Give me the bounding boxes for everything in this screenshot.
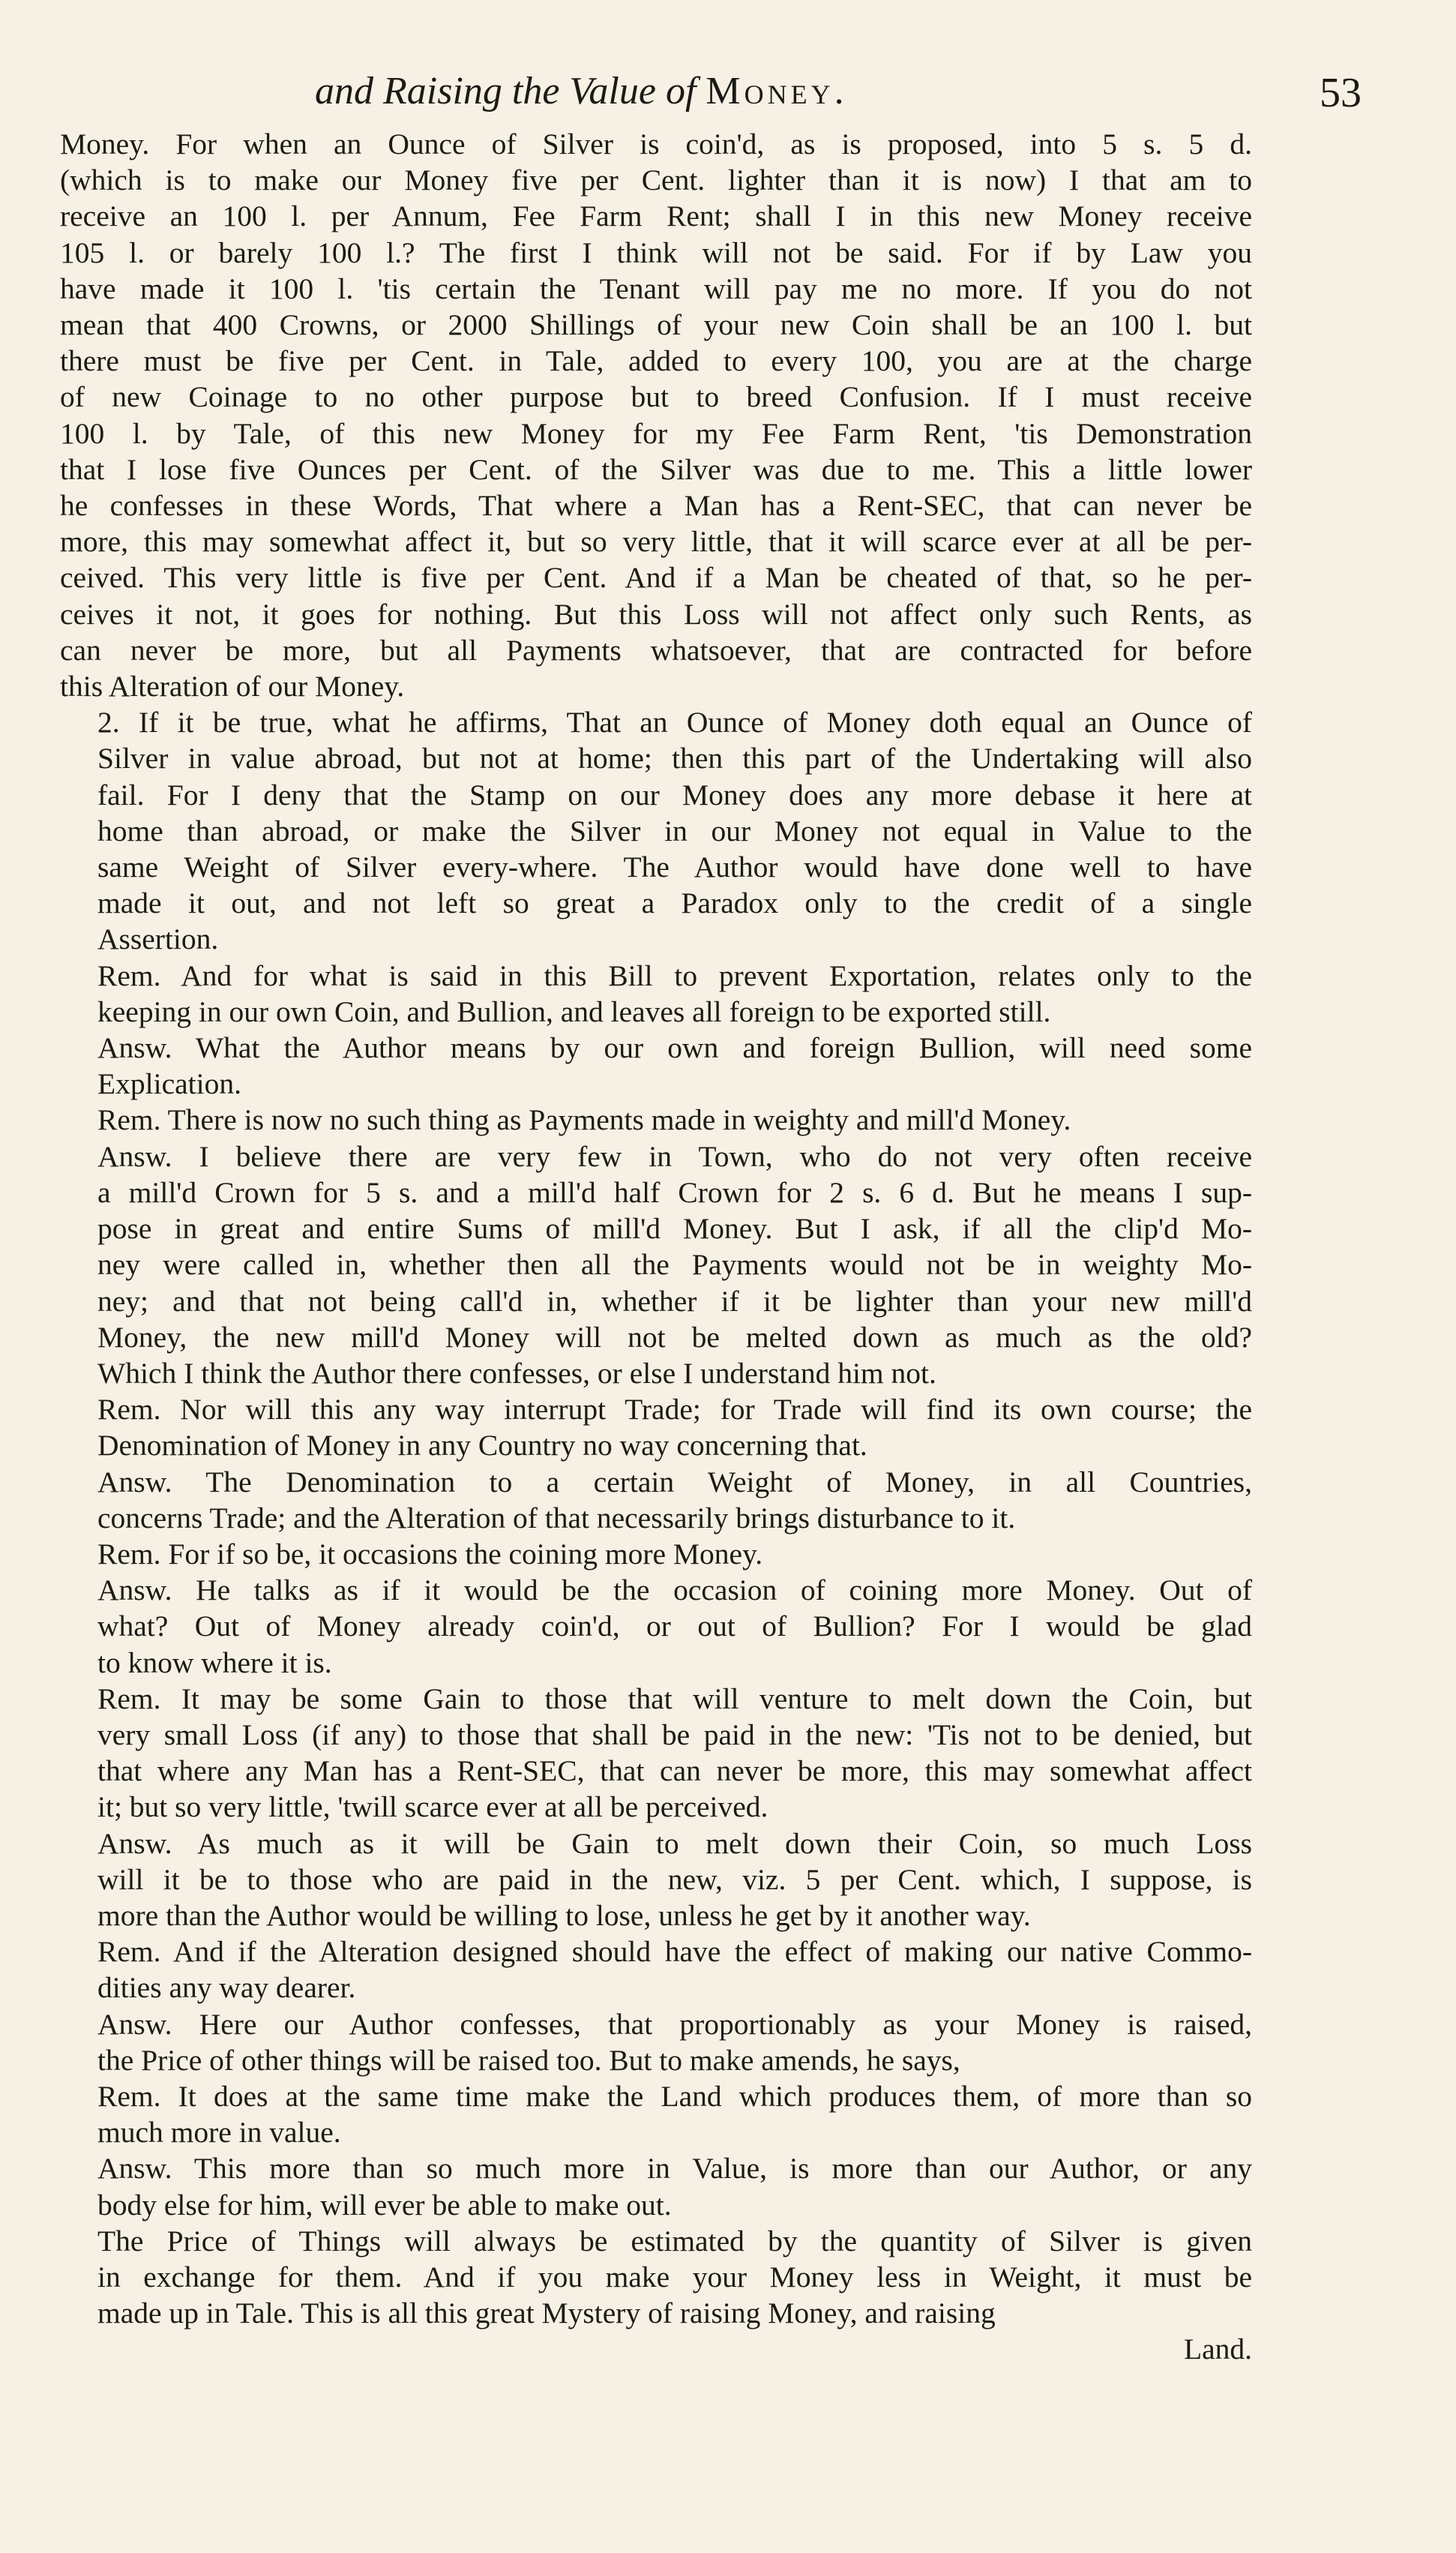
text-line: Rem. There is now no such thing as Payments made in weighty and mill'd Money.	[97, 1103, 1071, 1137]
text-line: body else for him, will ever be able to make out.	[97, 2188, 672, 2222]
text-line: fail. For I deny that the Stamp on our Money does any more debase it here at	[97, 778, 1252, 812]
text-line: very small Loss (if any) to those that shall be paid in the new: 'Tis not to be denied, but	[97, 1718, 1252, 1751]
text-line: made up in Tale. This is all this great Mystery of raising Money, and raising	[97, 2296, 996, 2330]
text-line: to know where it is.	[97, 1646, 332, 1679]
paragraph	[60, 1391, 1252, 1463]
text-line: Rem. For if so be, it occasions the coining more Money.	[97, 1537, 763, 1570]
text-line: more than the Author would be willing to lose, unless he get by it another way.	[97, 1898, 1031, 1932]
text-line: 2. If it be true, what he affirms, That an Ounce of Money doth equal an Ounce of	[97, 706, 1252, 740]
text-line: what? Out of Money already coin'd, or out of Bullion? For I would be glad	[97, 1610, 1252, 1643]
text-line: ceives it not, it goes for nothing. But this Loss will not affect only such Rents, as	[60, 597, 1252, 631]
text-line: that I lose five Ounces per Cent. of the Silver was due to me. This a little lower	[60, 452, 1252, 486]
text-line: Rem. It does at the same time make the Land which produces them, of more than so	[97, 2079, 1252, 2113]
text-line: 105 l. or barely 100 l.? The first I think will not be said. For if by Law you	[60, 236, 1252, 269]
paragraph	[60, 1138, 1252, 1391]
text-line: a mill'd Crown for 5 s. and a mill'd half Crown for 2 s. 6 d. But he means I sup-	[97, 1175, 1252, 1209]
text-line: ney were called in, whether then all the Payments would not be in weighty Mo-	[97, 1248, 1252, 1282]
text-line: home than abroad, or make the Silver in our Money not equal in Value to the	[97, 814, 1252, 848]
paragraph	[60, 2006, 1252, 2078]
paragraph	[60, 1030, 1252, 1102]
text-line: Denomination of Money in any Country no way concerning that.	[97, 1429, 867, 1462]
paragraph	[60, 1464, 1252, 1536]
text-line: that where any Man has a Rent-SEC, that can never be more, this may somewhat affect	[97, 1754, 1252, 1788]
text-line: concerns Trade; and the Alteration of that necessarily brings disturbance to it.	[97, 1501, 1016, 1534]
running-title-italic: and Raising the Value of	[315, 70, 706, 112]
paragraph	[60, 1934, 1252, 2006]
text-line: Answ. As much as it will be Gain to melt down their Coin, so much Loss	[97, 1826, 1252, 1860]
text-line: receive an 100 l. per Annum, Fee Farm Rent; shall I in this new Money receive	[60, 200, 1252, 233]
text-line: ney; and that not being call'd in, whether if it be lighter than your new mill'd	[97, 1284, 1252, 1318]
text-line: Answ. What the Author means by our own and foreign Bullion, will need some	[97, 1031, 1252, 1065]
text-line: Answ. This more than so much more in Value, is more than our Author, or any	[97, 2152, 1252, 2186]
text-line: have made it 100 l. 'tis certain the Tenant will pay me no more. If you do not	[60, 272, 1252, 305]
text-line: Answ. The Denomination to a certain Weight of Money, in all Countries,	[97, 1465, 1252, 1498]
text-line: Rem. Nor will this any way interrupt Trade; for Trade will find its own course; the	[97, 1393, 1252, 1426]
text-line: ceived. This very little is five per Cent. And if a Man be cheated of that, so he per-	[60, 561, 1252, 595]
paragraph	[60, 2150, 1252, 2222]
text-line: much more in value.	[97, 2116, 341, 2150]
text-line: the Price of other things will be raised too. But to make amends, he says,	[97, 2043, 960, 2077]
paragraph	[60, 2078, 1252, 2150]
text-line: Silver in value abroad, but not at home; then this part of the Undertaking will also	[97, 742, 1252, 776]
text-line: Money. For when an Ounce of Silver is coin'd, as is proposed, into 5 s. 5 d.	[60, 128, 1252, 160]
text-line: mean that 400 Crowns, or 2000 Shillings of your new Coin shall be an 100 l. but	[60, 308, 1252, 342]
text-line: Rem. And for what is said in this Bill to prevent Exportation, relates only to the	[97, 958, 1252, 992]
text-line: he confesses in these Words, That where a Man has a Rent-SEC, that can never be	[60, 489, 1252, 523]
text-line: keeping in our own Coin, and Bullion, and leaves all foreign to be exported still.	[97, 994, 1051, 1028]
text-line: can never be more, but all Payments whatsoever, that are contracted for before	[60, 633, 1252, 667]
text-line: it; but so very little, 'twill scarce ever at all be perceived.	[97, 1790, 768, 1824]
paragraph	[60, 704, 1252, 957]
text-line: same Weight of Silver every-where. The Author would have done well to have	[97, 850, 1252, 884]
running-title-caps: Money.	[706, 70, 848, 112]
text-line: there must be five per Cent. in Tale, added to every 100, you are at the charge	[60, 344, 1252, 378]
text-line: pose in great and entire Sums of mill'd Money. But I ask, if all the clip'd Mo-	[97, 1212, 1252, 1246]
paragraph	[60, 1681, 1252, 1826]
text-line: Rem. And if the Alteration designed should have the effect of making our native Commo-	[97, 1935, 1252, 1969]
text-line: more, this may somewhat affect it, but so very little, that it will scarce ever at all be per-	[60, 525, 1252, 559]
running-head	[0, 69, 1456, 122]
body-text	[60, 126, 1252, 2368]
paragraph	[60, 126, 1252, 704]
text-line: of new Coinage to no other purpose but to breed Confusion. If I must receive	[60, 380, 1252, 414]
text-line: Assertion.	[97, 922, 219, 956]
paragraph	[60, 2223, 1252, 2332]
text-line: Explication.	[97, 1067, 241, 1101]
paragraph	[60, 958, 1252, 1030]
page-number: 53	[1320, 70, 1362, 116]
text-line: Answ. I believe there are very few in Town, who do not very often receive	[97, 1139, 1252, 1173]
text-line: this Alteration of our Money.	[60, 670, 405, 704]
running-title	[315, 69, 848, 113]
catchword: Land.	[1183, 2332, 1252, 2366]
text-line: made it out, and not left so great a Paradox only to the credit of a single	[97, 886, 1252, 920]
text-line: Which I think the Author there confesses, or else I understand him not.	[97, 1356, 936, 1390]
text-line: Answ. Here our Author confesses, that proportionably as your Money is raised,	[97, 2007, 1252, 2041]
text-line: Rem. It may be some Gain to those that will venture to melt down the Coin, but	[97, 1682, 1252, 1715]
paragraph	[60, 1572, 1252, 1681]
text-line: dities any way dearer.	[97, 1971, 356, 2005]
text-line: in exchange for them. And if you make your Money less in Weight, it must be	[97, 2260, 1252, 2294]
paragraph	[60, 1102, 1252, 1138]
paragraph	[60, 1536, 1252, 1572]
text-line: Money, the new mill'd Money will not be melted down as much as the old?	[97, 1320, 1252, 1354]
paragraph	[60, 1826, 1252, 1934]
text-line: Answ. He talks as if it would be the occasion of coining more Money. Out of	[97, 1574, 1252, 1607]
text-line: The Price of Things will always be estimated by the quantity of Silver is given	[97, 2224, 1252, 2258]
text-line: (which is to make our Money five per Cent. lighter than it is now) I that am to	[60, 164, 1252, 197]
text-line: 100 l. by Tale, of this new Money for my Fee Farm Rent, 'tis Demonstration	[60, 416, 1252, 450]
text-line: will it be to those who are paid in the new, viz. 5 per Cent. which, I suppose, is	[97, 1862, 1252, 1896]
